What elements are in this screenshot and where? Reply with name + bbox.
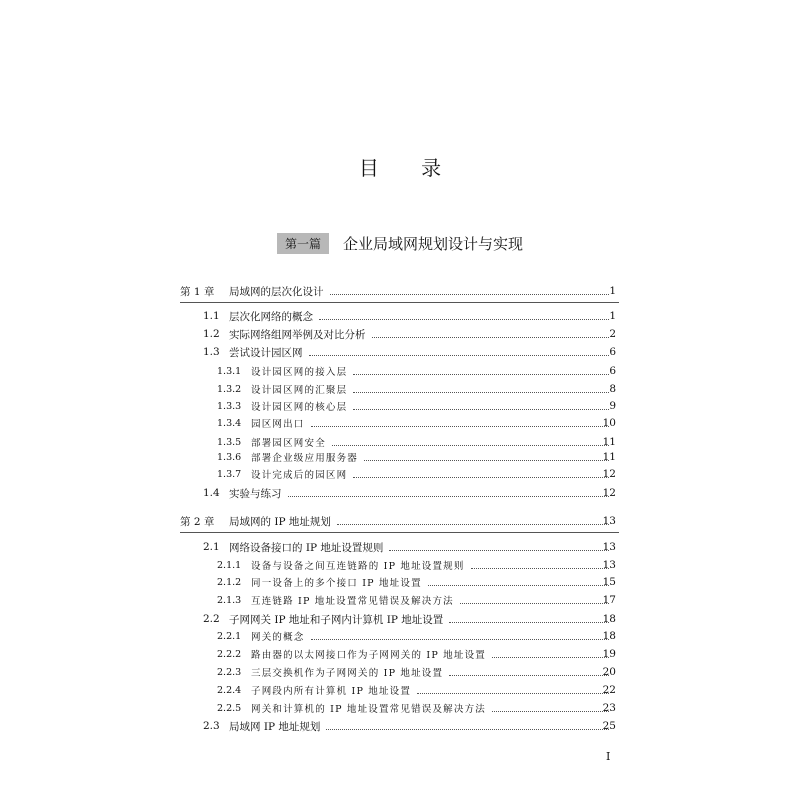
toc-entry-title: 设计园区网的接入层 [251, 367, 348, 378]
toc-entry-title: 部署园区网安全 [251, 438, 326, 449]
toc-entry-number: 2.1.2 [217, 576, 242, 588]
toc-subsection-row[interactable] [0, 681, 800, 699]
toc-entry-page: 18 [602, 630, 616, 642]
toc-entry-number: 第 1 章 [180, 285, 215, 298]
toc-section-row[interactable] [0, 717, 800, 735]
toc-entry-page: 15 [602, 576, 616, 588]
toc-entry-page: 11 [602, 451, 616, 463]
toc-subsection-row[interactable] [0, 380, 800, 398]
dot-leader [449, 675, 609, 676]
page-number: I [606, 750, 611, 763]
toc-subsection-row[interactable] [0, 573, 800, 591]
toc-entry-number: 1.3 [203, 346, 220, 358]
toc-entry-title: 层次化网络的概念 [229, 310, 313, 323]
toc-subsection-row[interactable] [0, 591, 800, 609]
toc-entry-number: 2.2.1 [217, 630, 242, 642]
toc-entry-number: 1.1 [203, 310, 220, 322]
dot-leader [311, 426, 609, 427]
toc-entry-page: 13 [602, 559, 616, 571]
toc-entry-number: 2.1.3 [217, 594, 242, 606]
toc-subsection-row[interactable] [0, 362, 800, 380]
chapter-divider [180, 302, 619, 303]
toc-entry-page: 17 [602, 594, 616, 606]
dot-leader [364, 460, 609, 461]
toc-entry-title: 设计完成后的园区网 [251, 470, 348, 481]
dot-leader [428, 585, 609, 586]
toc-subsection-row[interactable] [0, 448, 800, 466]
toc-entry-page: 6 [609, 365, 616, 377]
chapter-divider [180, 532, 619, 533]
toc-entry-title: 子网网关 IP 地址和子网内计算机 IP 地址设置 [229, 613, 444, 626]
toc-entry-page: 18 [602, 613, 616, 625]
toc-subsection-row[interactable] [0, 397, 800, 415]
toc-entry-page: 1 [609, 310, 616, 322]
toc-section-row[interactable] [0, 610, 800, 628]
dot-leader [353, 477, 609, 478]
toc-subsection-row[interactable] [0, 699, 800, 717]
toc-entry-title: 同一设备上的多个接口 IP 地址设置 [251, 578, 422, 589]
toc-entry-number: 1.3.4 [217, 417, 242, 429]
toc-section-row[interactable] [0, 343, 800, 361]
toc-entry-page: 12 [602, 487, 616, 499]
toc-entry-page: 6 [609, 346, 616, 358]
toc-entry-title: 设计园区网的汇聚层 [251, 385, 348, 396]
dot-leader [372, 337, 610, 338]
dot-leader [353, 374, 609, 375]
toc-entry-page: 2 [609, 328, 616, 340]
toc-entry-number: 1.2 [203, 328, 220, 340]
dot-leader [389, 550, 609, 551]
toc-section-row[interactable] [0, 538, 800, 556]
toc-entry-number: 1.3.7 [217, 468, 242, 480]
toc-subsection-row[interactable] [0, 465, 800, 483]
dot-leader [471, 568, 609, 569]
toc-entry-title: 部署企业级应用服务器 [251, 453, 359, 464]
toc-entry-page: 23 [602, 702, 616, 714]
toc-entry-title: 设备与设备之间互连链路的 IP 地址设置规则 [251, 561, 465, 572]
toc-subsection-row[interactable] [0, 627, 800, 645]
toc-entry-page: 12 [602, 468, 616, 480]
toc-entry-page: 9 [609, 400, 616, 412]
toc-section-row[interactable] [0, 484, 800, 502]
toc-entry-number: 2.3 [203, 720, 220, 732]
dot-leader [330, 294, 610, 295]
toc-chapter-row[interactable] [0, 512, 800, 530]
toc-subsection-row[interactable] [0, 645, 800, 663]
toc-entry-number: 第 2 章 [180, 515, 215, 528]
toc-entry-title: 路由器的以太网接口作为子网网关的 IP 地址设置 [251, 650, 486, 661]
dot-leader [353, 409, 609, 410]
toc-entry-number: 2.2.3 [217, 666, 242, 678]
toc-entry-title: 尝试设计园区网 [229, 346, 303, 359]
toc-entry-title: 局域网 IP 地址规划 [229, 720, 321, 733]
toc-entry-title: 局域网的 IP 地址规划 [229, 515, 331, 528]
toc-entry-number: 1.3.3 [217, 400, 242, 412]
dot-leader [460, 603, 609, 604]
toc-entry-page: 10 [602, 417, 616, 429]
toc-chapter-row[interactable] [0, 282, 800, 300]
toc-entry-number: 1.3.2 [217, 383, 242, 395]
toc-section-row[interactable] [0, 307, 800, 325]
toc-entry-page: 8 [609, 383, 616, 395]
dot-leader [337, 524, 609, 525]
dot-leader [288, 496, 610, 497]
toc-entry-title: 网关的概念 [251, 632, 305, 643]
toc-entry-title: 局域网的层次化设计 [229, 285, 324, 298]
toc-subsection-row[interactable] [0, 663, 800, 681]
dot-leader [309, 355, 610, 356]
toc-entry-title: 子网段内所有计算机 IP 地址设置 [251, 686, 412, 697]
toc-subsection-row[interactable] [0, 414, 800, 432]
toc-entry-title: 网关和计算机的 IP 地址设置常见错误及解决方法 [251, 704, 486, 715]
dot-leader [417, 693, 609, 694]
toc-entry-number: 2.1.1 [217, 559, 242, 571]
toc-entry-title: 设计园区网的核心层 [251, 402, 348, 413]
toc-entry-title: 园区网出口 [251, 419, 305, 430]
toc-entry-title: 网络设备接口的 IP 地址设置规则 [229, 541, 384, 554]
toc-entry-page: 22 [602, 684, 616, 696]
dot-leader [311, 639, 609, 640]
dot-leader [449, 622, 609, 623]
dot-leader [353, 392, 609, 393]
toc-subsection-row[interactable] [0, 556, 800, 574]
toc-entry-number: 1.3.6 [217, 451, 242, 463]
dot-leader [319, 319, 609, 320]
toc-entry-page: 11 [602, 436, 616, 448]
toc-entry-page: 13 [602, 541, 616, 553]
toc-entry-page: 25 [602, 720, 616, 732]
dot-leader [326, 729, 609, 730]
toc-entry-number: 1.4 [203, 487, 220, 499]
toc-entry-number: 2.2 [203, 613, 220, 625]
toc-entry-page: 20 [602, 666, 616, 678]
toc-entry-number: 1.3.5 [217, 436, 242, 448]
toc-entry-title: 实际网络组网举例及对比分析 [229, 328, 366, 341]
toc-entry-number: 2.1 [203, 541, 220, 553]
toc-entry-number: 2.2.2 [217, 648, 242, 660]
toc-entry-number: 2.2.5 [217, 702, 242, 714]
toc-entry-number: 2.2.4 [217, 684, 242, 696]
toc-entry-page: 13 [602, 515, 616, 527]
part-title: 企业局域网规划设计与实现 [343, 235, 524, 253]
dot-leader [492, 711, 609, 712]
toc-entry-title: 实验与练习 [229, 487, 282, 500]
toc-entry-page: 19 [602, 648, 616, 660]
toc-entry-page: 1 [609, 285, 616, 297]
toc-entry-title: 互连链路 IP 地址设置常见错误及解决方法 [251, 596, 454, 607]
toc-title: 目 录 [358, 156, 460, 180]
dot-leader [332, 445, 609, 446]
toc-entry-title: 三层交换机作为子网网关的 IP 地址设置 [251, 668, 444, 679]
toc-section-row[interactable] [0, 325, 800, 343]
dot-leader [492, 657, 609, 658]
toc-entry-number: 1.3.1 [217, 365, 242, 377]
part-label: 第一篇 [277, 233, 329, 254]
